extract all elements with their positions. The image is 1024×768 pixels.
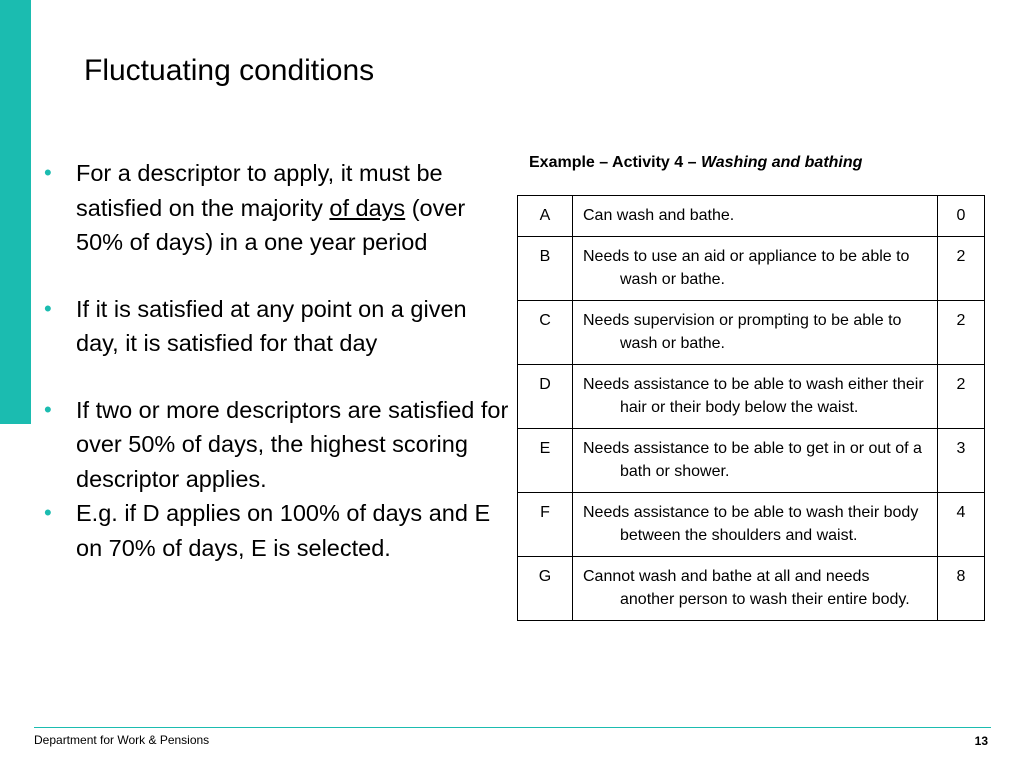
descriptor-cell [573, 364, 938, 428]
bullet-item [44, 156, 514, 260]
bullet-item [44, 393, 514, 497]
descriptor-letter: D [518, 364, 573, 428]
descriptor-letter: G [518, 556, 573, 620]
table-row [518, 364, 985, 428]
descriptor-text: Needs supervision or prompting to be able to wash or bathe. [583, 311, 902, 352]
example-caption [529, 154, 862, 172]
bullet-list [44, 156, 514, 565]
descriptor-cell [573, 196, 938, 237]
example-caption-activity: Washing and bathing [700, 154, 863, 171]
table-row [518, 196, 985, 237]
descriptor-letter: C [518, 300, 573, 364]
descriptor-letter: A [518, 196, 573, 237]
descriptor-cell [573, 428, 938, 492]
accent-bar [0, 0, 31, 424]
table-row [518, 556, 985, 620]
bullet-item [44, 496, 514, 565]
table-row [518, 428, 985, 492]
table-row [518, 236, 985, 300]
descriptor-letter: F [518, 492, 573, 556]
bullet-text-part: For a descriptor to apply, it must be satisfied on the majority [76, 160, 443, 221]
bullet-underlined-text: of days [329, 194, 406, 221]
descriptor-text: Needs to use an aid or appliance to be able to wash or bathe. [583, 247, 910, 288]
footer-divider [34, 727, 991, 728]
descriptor-points: 3 [938, 428, 985, 492]
bullet-dot-icon: • [44, 295, 52, 321]
example-caption-prefix: Example – Activity 4 – [529, 154, 701, 171]
descriptor-cell [573, 492, 938, 556]
bullet-dot-icon: • [44, 396, 52, 422]
descriptor-text: Needs assistance to be able to get in or out of a bath or shower. [583, 439, 922, 480]
descriptor-points: 8 [938, 556, 985, 620]
descriptor-points: 2 [938, 364, 985, 428]
descriptor-table [517, 195, 985, 621]
bullet-text: If two or more descriptors are satisfied for over 50% of days, the highest scoring descriptor applies. [76, 396, 509, 492]
descriptor-points: 2 [938, 300, 985, 364]
descriptor-cell [573, 300, 938, 364]
descriptor-points: 0 [938, 196, 985, 237]
bullet-item [44, 292, 514, 361]
bullet-dot-icon: • [44, 160, 52, 185]
descriptor-letter: E [518, 428, 573, 492]
footer-department: Department for Work & Pensions [34, 733, 210, 747]
descriptor-letter: B [518, 236, 573, 300]
descriptor-cell [573, 236, 938, 300]
table-row [518, 300, 985, 364]
descriptor-points: 4 [938, 492, 985, 556]
descriptor-text: Needs assistance to be able to wash their body between the shoulders and waist. [583, 503, 919, 544]
descriptor-text: Can wash and bathe. [583, 207, 735, 224]
page-number: 13 [974, 734, 988, 748]
descriptor-points: 2 [938, 236, 985, 300]
descriptor-cell [573, 556, 938, 620]
bullet-text: E.g. if D applies on 100% of days and E on 70% of days, E is selected. [76, 500, 491, 561]
bullet-text: If it is satisfied at any point on a given day, it is satisfied for that day [76, 295, 467, 356]
descriptor-text: Cannot wash and bathe at all and needs another person to wash their entire body. [583, 567, 910, 608]
bullet-dot-icon: • [44, 500, 52, 525]
bullet-text-part: (over 50% of days) in a one year period [76, 194, 466, 255]
table-row [518, 492, 985, 556]
descriptor-text: Needs assistance to be able to wash either their hair or their body below the waist. [583, 375, 924, 416]
slide-title: Fluctuating conditions [84, 54, 375, 87]
